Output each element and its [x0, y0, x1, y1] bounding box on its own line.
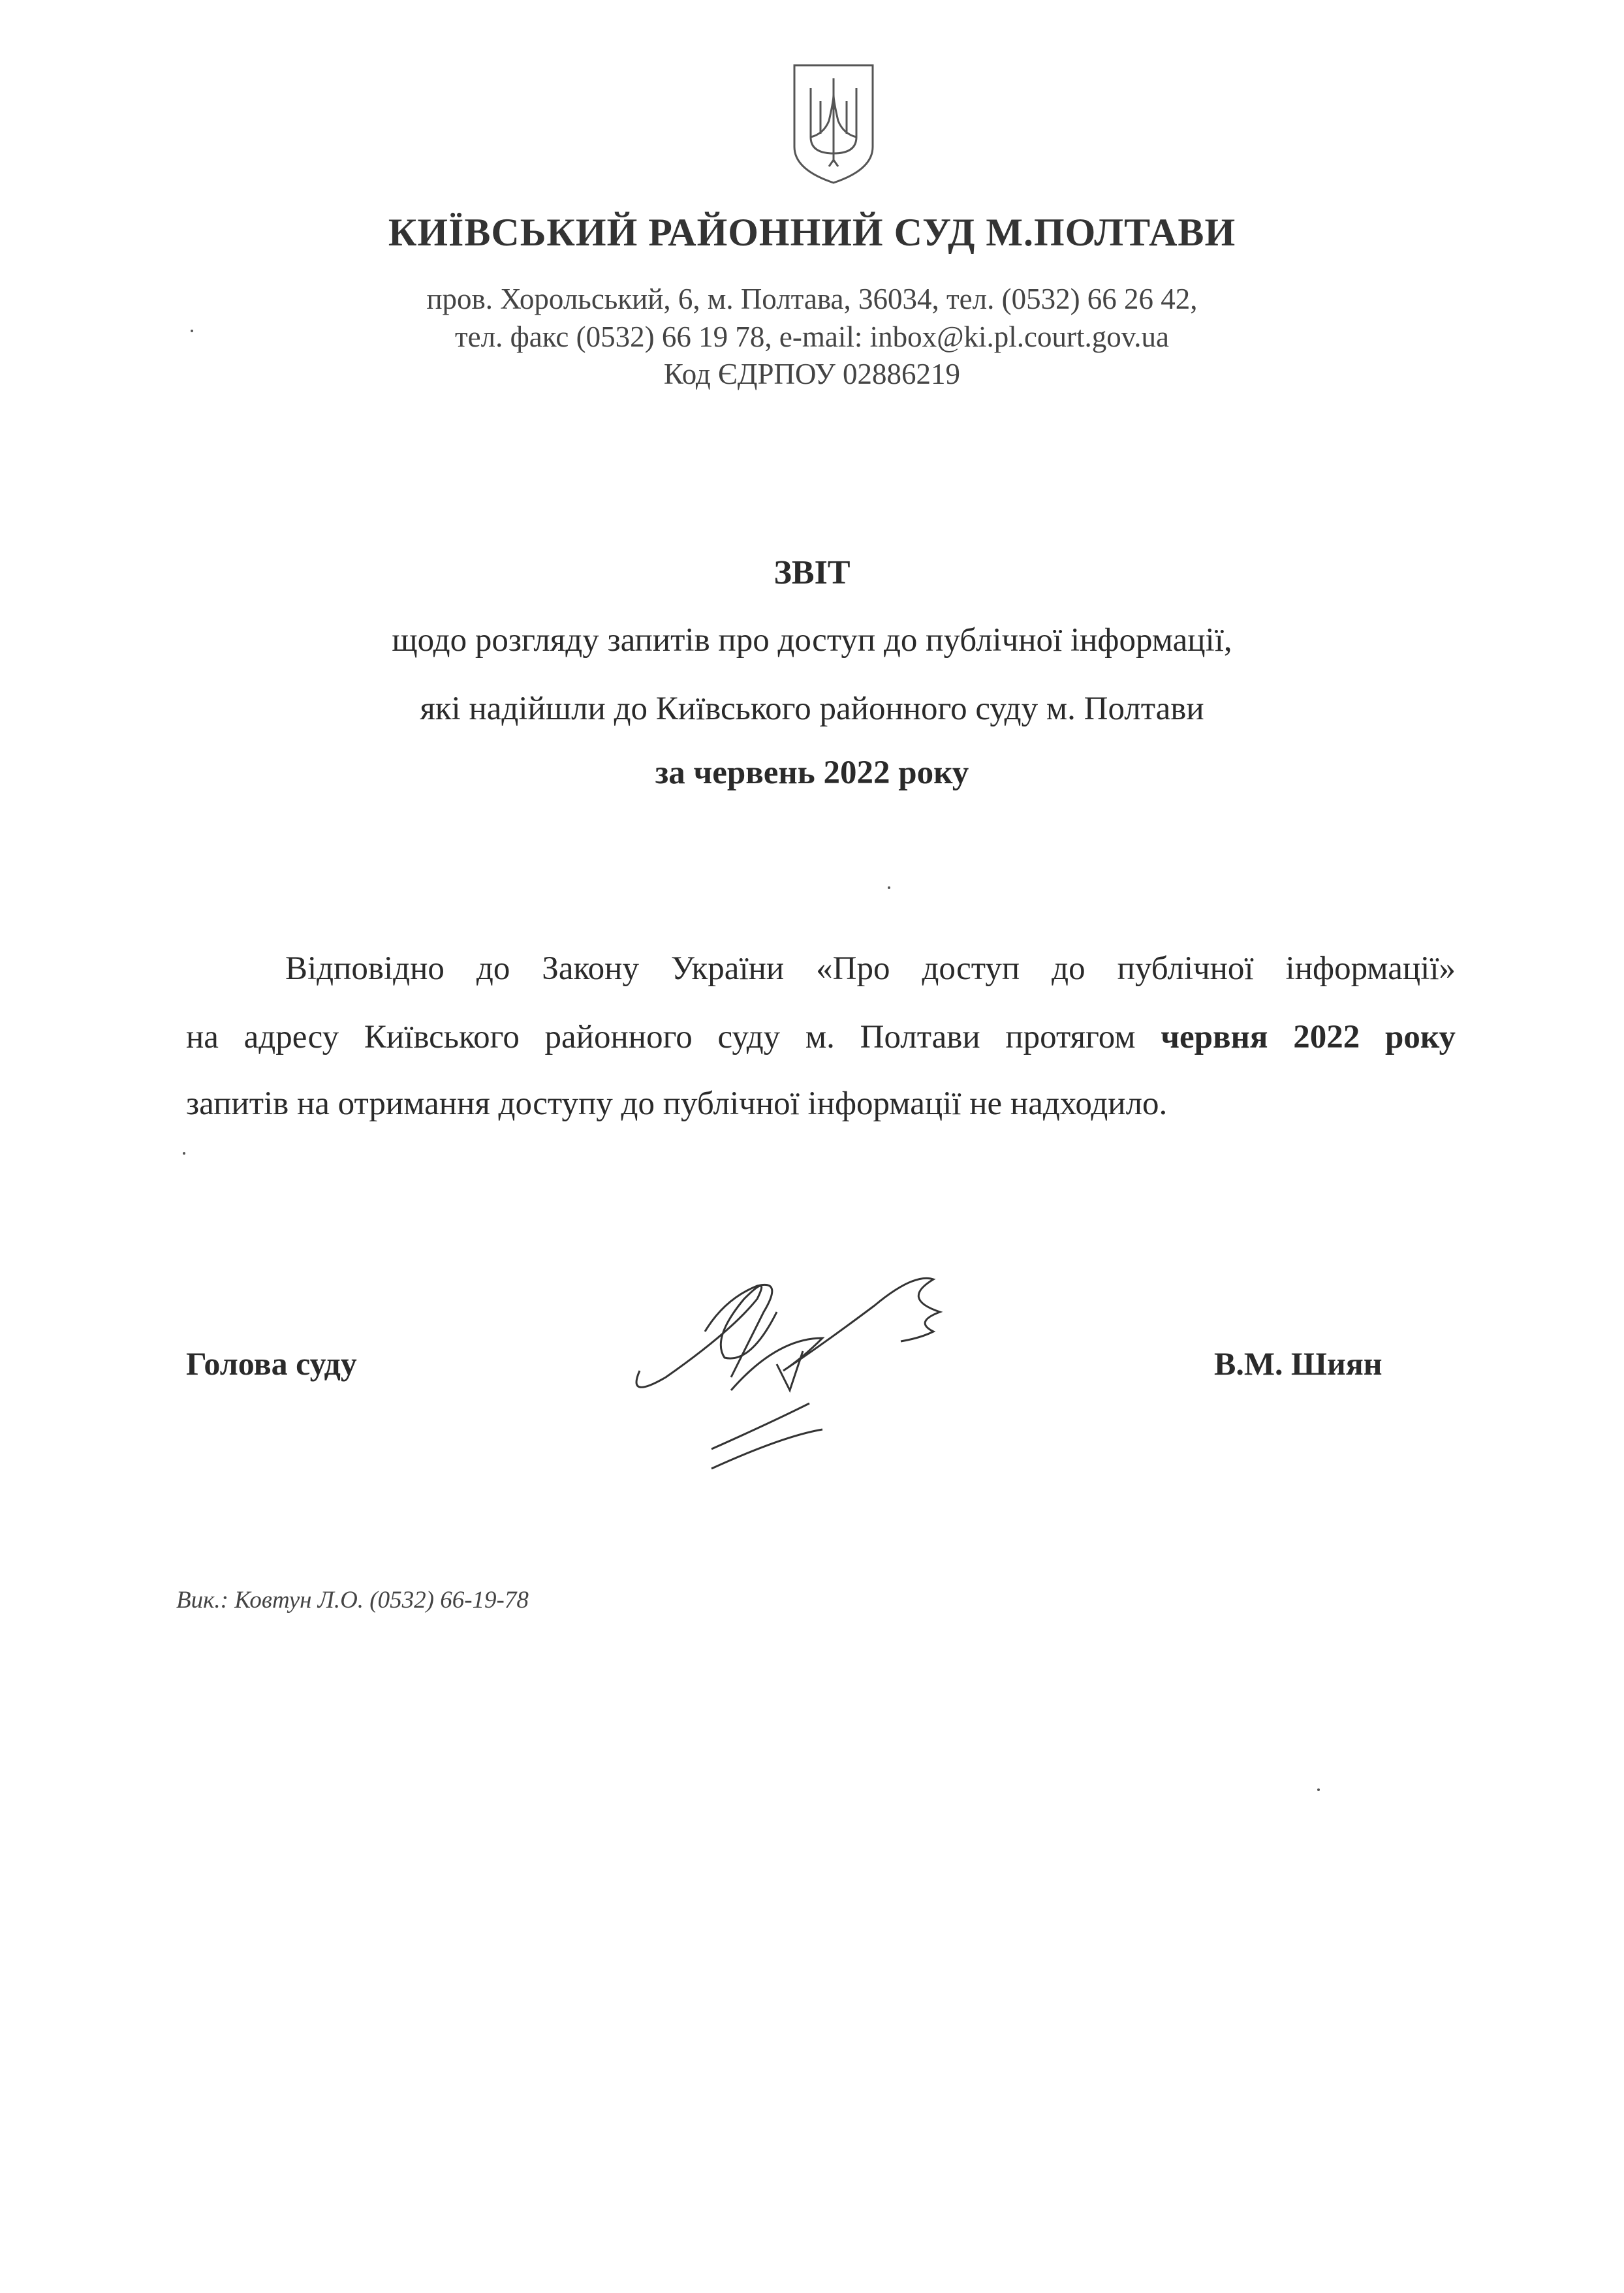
- report-subtitle: щодо розгляду запитів про доступ до публічної інформації,: [392, 622, 1232, 659]
- report-title: ЗВІТ: [773, 554, 851, 591]
- body-text: на адресу Київського районного суду м. Полтави протягом: [186, 1019, 1161, 1055]
- report-subtitle: які надійшли до Київського районного суду м. Полтави: [420, 691, 1204, 727]
- court-name: КИЇВСЬКИЙ РАЙОННИЙ СУД М.ПОЛТАВИ: [388, 211, 1236, 254]
- scan-speck: [183, 1152, 185, 1155]
- body-paragraph-line: Відповідно до Закону України «Про доступ до публічної інформації»: [285, 950, 1456, 987]
- body-bold-period: червня 2022 року: [1161, 1019, 1456, 1055]
- report-period: за червень 2022 року: [655, 755, 969, 791]
- scan-speck: [191, 330, 193, 332]
- handwritten-signature: [627, 1260, 1031, 1521]
- body-paragraph-line: запитів на отримання доступу до публічної інформації не надходило.: [186, 1085, 1168, 1122]
- address-line: пров. Хорольський, 6, м. Полтава, 36034, тел. (0532) 66 26 42,: [426, 283, 1198, 315]
- contact-line: тел. факс (0532) 66 19 78, e-mail: inbox@ki.pl.court.gov.ua: [454, 320, 1170, 353]
- trident-emblem-icon: [791, 62, 876, 186]
- signatory-name: В.М. Шиян: [1214, 1345, 1382, 1382]
- edrpou-code: Код ЄДРПОУ 02886219: [663, 358, 961, 390]
- body-paragraph-line: [186, 1018, 1456, 1056]
- scan-speck: [1317, 1788, 1320, 1791]
- executor-contact: Вик.: Ковтун Л.О. (0532) 66-19-78: [176, 1587, 529, 1614]
- scan-speck: [888, 886, 890, 889]
- signatory-position: Голова суду: [186, 1345, 357, 1382]
